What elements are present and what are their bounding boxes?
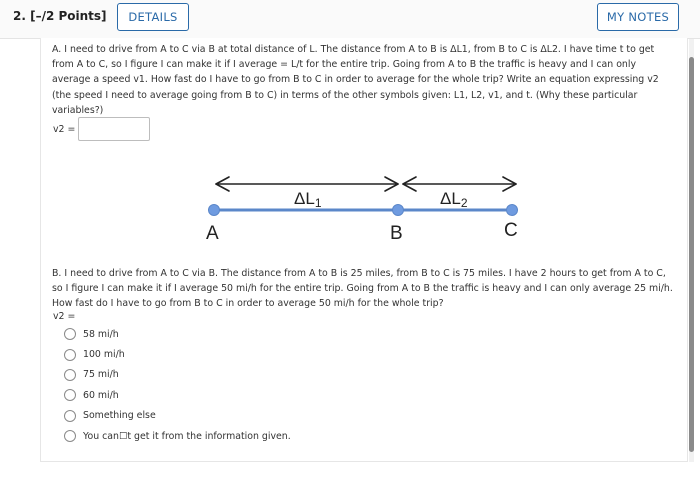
option-60-mph[interactable]	[63, 385, 291, 405]
point-a-label: A	[206, 223, 219, 244]
question-number: 2. [–/2 Points]	[13, 9, 107, 23]
part-b-answer-label: v2 =	[53, 311, 76, 322]
point-c-label: C	[504, 220, 518, 241]
radio-button[interactable]	[64, 389, 76, 401]
delta-l2-subscript: 2	[460, 196, 468, 210]
radio-button[interactable]	[64, 369, 76, 381]
option-label: Something else	[83, 410, 156, 422]
point-b-label: B	[390, 223, 403, 244]
part-a-text: A. I need to drive from A to C via B at total distance of L. The distance from A to B is ΔL1, from B to C is ΔL2. I have time t to get from A to C, so I figure I can make it if I average = L/t for the entire trip. Going from A to B the traffic is heavy and I can only average a speed v1. How fast do I have to go from B to C in order to average for the whole trip? Write an equation expressing v2 (the speed I need to average going from B to C) in terms of the other symbols given: L1, L2, v1, and t. (Why these particular variables?)	[52, 44, 659, 116]
option-100-mph[interactable]	[63, 344, 291, 364]
radio-button[interactable]	[64, 430, 76, 442]
option-label: 75 mi/h	[83, 369, 119, 381]
option-label: 60 mi/h	[83, 389, 119, 401]
point-c-dot	[507, 205, 518, 216]
answer-options	[63, 324, 291, 446]
delta-l2-label	[440, 189, 468, 210]
option-58-mph[interactable]	[63, 324, 291, 344]
delta-l2-main: ΔL	[440, 189, 461, 208]
radio-button[interactable]	[64, 328, 76, 340]
part-b-text: B. I need to drive from A to C via B. The distance from A to B is 25 miles, from B to C is 75 miles. I have 2 hours to get from A to C, so I figure I can make it if I average 50 mi/h for the entire trip. Going from A to B the traffic is heavy and I can only average 25 mi/h. How fast do I have to go from B to C in order to average 50 mi/h for the whole trip?	[52, 268, 673, 310]
delta-l1-main: ΔL	[294, 189, 315, 208]
option-cannot-determine[interactable]	[63, 426, 291, 446]
radio-button[interactable]	[64, 410, 76, 422]
point-b-dot	[393, 205, 404, 216]
details-button[interactable]: DETAILS	[117, 3, 189, 31]
radio-button[interactable]	[64, 349, 76, 361]
point-a-dot	[209, 205, 220, 216]
option-label: 58 mi/h	[83, 328, 119, 340]
delta-l1-subscript: 1	[314, 196, 322, 210]
delta-l1-label	[294, 189, 322, 210]
my-notes-button[interactable]: MY NOTES	[597, 3, 679, 31]
part-a-answer-label: v2 =	[53, 124, 76, 135]
option-something-else[interactable]	[63, 406, 291, 426]
option-label: You can☐t get it from the information given.	[83, 430, 291, 442]
option-75-mph[interactable]	[63, 365, 291, 385]
option-label: 100 mi/h	[83, 349, 125, 361]
